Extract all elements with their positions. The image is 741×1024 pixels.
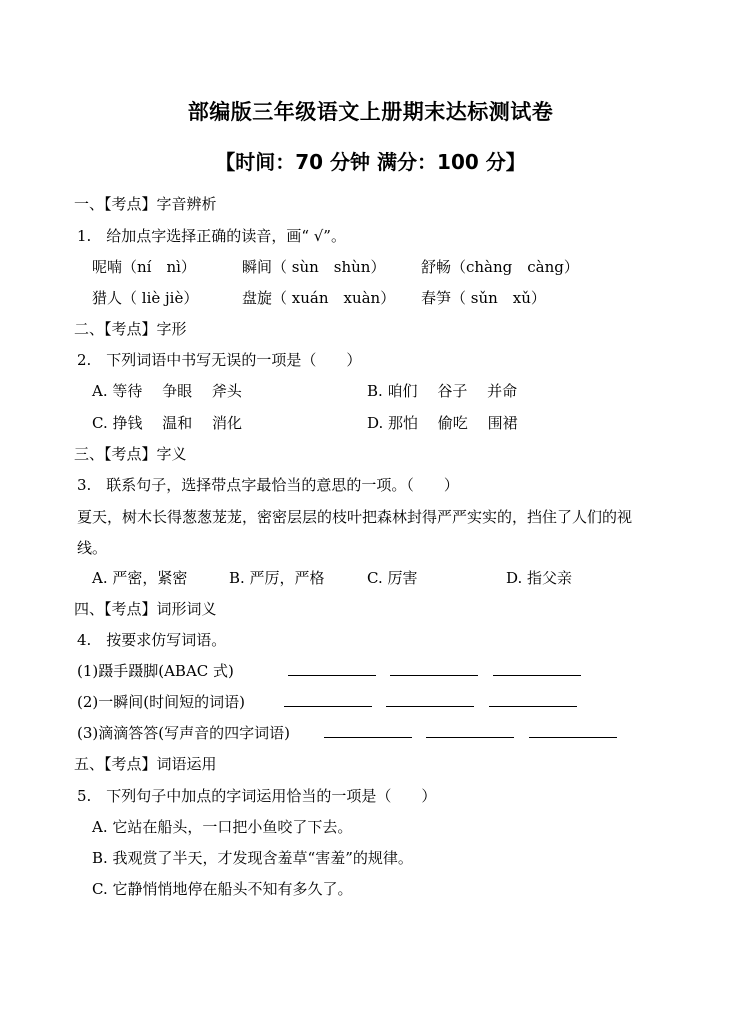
q5-option-b: B. 我观赏了半天，才发现含羞草“害羞”的规律。 xyxy=(92,849,413,867)
question-4: 4. 按要求仿写词语。 xyxy=(77,631,227,649)
q1-option: 舒畅（chàng càng） xyxy=(421,258,579,276)
answer-blank[interactable] xyxy=(324,723,412,738)
q5-option-c: C. 它静悄悄地停在船头不知有多久了。 xyxy=(92,880,353,898)
answer-blank[interactable] xyxy=(284,692,372,707)
q5-option-a: A. 它站在船头，一口把小鱼咬了下去。 xyxy=(92,818,353,836)
answer-blank[interactable] xyxy=(493,661,581,676)
section-4-heading: 四、【考点】词形词义 xyxy=(74,600,217,618)
question-5: 5. 下列句子中加点的字词运用恰当的一项是（ ） xyxy=(77,787,437,805)
section-3-heading: 三、【考点】字义 xyxy=(74,445,187,463)
q3-passage: 线。 xyxy=(77,539,108,557)
q4-item-3: (3)滴滴答答(写声音的四字词语) xyxy=(77,724,290,742)
q4-item-1: (1)蹑手蹑脚(ABAC 式) xyxy=(77,662,234,680)
q2-option-b: B. 咱们 谷子 并命 xyxy=(367,382,518,400)
answer-blank[interactable] xyxy=(426,723,514,738)
q3-passage: 夏天，树木长得葱葱茏茏，密密层层的枝叶把森林封得严严实实的，挡住了人们的视 xyxy=(77,508,633,526)
q1-option: 盘旋（ xuán xuàn） xyxy=(242,289,396,307)
answer-blank[interactable] xyxy=(390,661,478,676)
q2-option-c: C. 挣钱 温和 消化 xyxy=(92,414,243,432)
q4-blank-group-3 xyxy=(324,723,617,743)
question-1: 1. 给加点字选择正确的读音，画“ √”。 xyxy=(77,227,346,245)
question-3: 3. 联系句子，选择带点字最恰当的意思的一项。（ ） xyxy=(77,476,459,494)
section-2-heading: 二、【考点】字形 xyxy=(74,320,187,338)
question-2: 2. 下列词语中书写无误的一项是（ ） xyxy=(77,351,362,369)
q1-option: 呢喃（ní nì） xyxy=(92,258,196,276)
section-5-heading: 五、【考点】词语运用 xyxy=(74,755,217,773)
answer-blank[interactable] xyxy=(529,723,617,738)
q1-option: 春笋（ sǔn xǔ） xyxy=(421,289,546,307)
answer-blank[interactable] xyxy=(489,692,577,707)
page-title: 部编版三年级语文上册期末达标测试卷 xyxy=(187,99,554,124)
section-1-heading: 一、【考点】字音辨析 xyxy=(74,195,217,213)
q3-option-a: A. 严密，紧密 xyxy=(92,569,188,587)
answer-blank[interactable] xyxy=(288,661,376,676)
q3-option-b: B. 严厉，严格 xyxy=(229,569,325,587)
answer-blank[interactable] xyxy=(386,692,474,707)
q2-option-d: D. 那怕 偷吃 围裙 xyxy=(367,414,518,432)
q1-option: 瞬间（ sùn shùn） xyxy=(242,258,386,276)
q4-item-2: (2)一瞬间(时间短的词语) xyxy=(77,693,245,711)
time-score-info: 【时间：70 分钟 满分：100 分】 xyxy=(215,150,526,174)
q4-blank-group-1 xyxy=(288,661,581,681)
q3-option-c: C. 厉害 xyxy=(367,569,418,587)
q1-option: 猎人（ liè jiè） xyxy=(92,289,199,307)
q2-option-a: A. 等待 争眼 斧头 xyxy=(92,382,242,400)
q4-blank-group-2 xyxy=(284,692,577,712)
q3-option-d: D. 指父亲 xyxy=(506,569,573,587)
